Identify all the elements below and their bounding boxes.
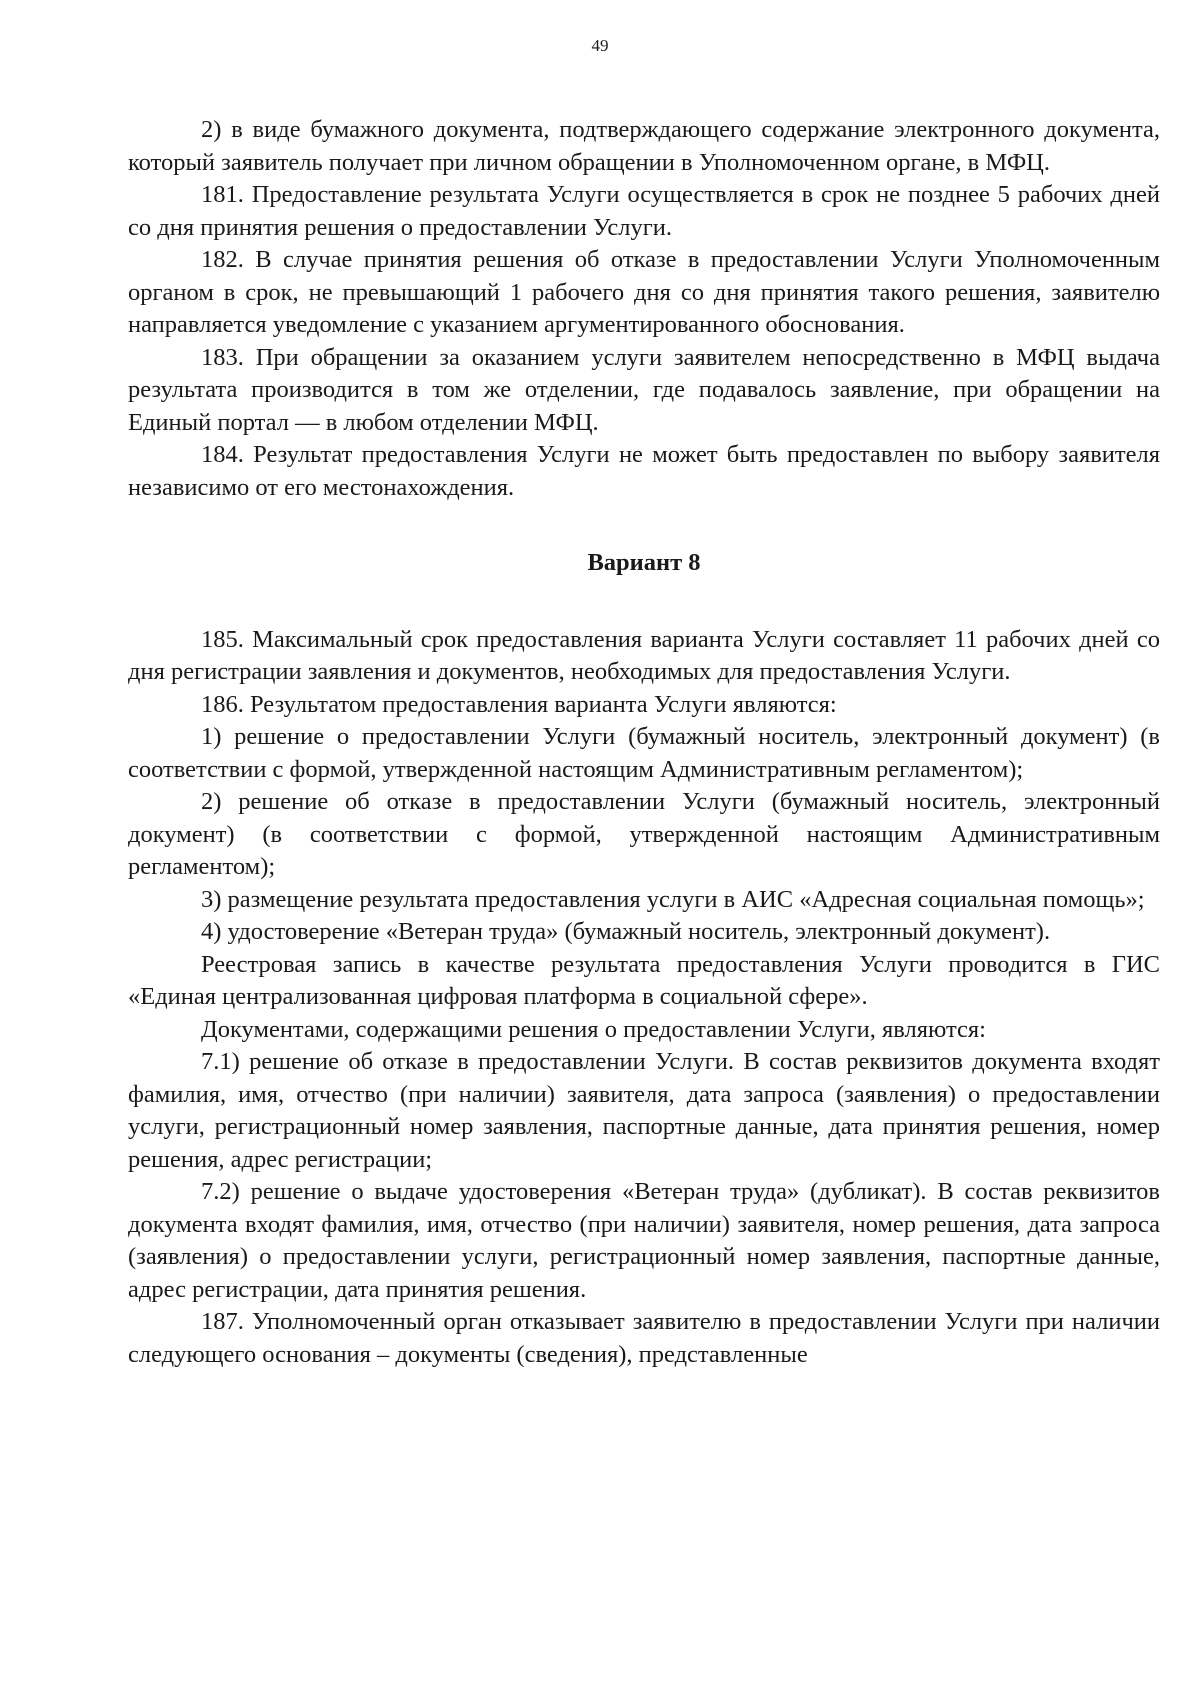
paragraph-documents-intro: Документами, содержащими решения о предоставлении Услуги, являются:	[201, 1015, 986, 1043]
paragraph-187: 187. Уполномоченный орган отказывает заявителю в предоставлении Услуги при наличии следующего основания – документы (сведения), представленные	[128, 1308, 1160, 1368]
paragraph-186: 186. Результатом предоставления варианта Услуги являются:	[201, 690, 837, 718]
paragraph-181: 181. Предоставление результата Услуги осуществляется в срок не позднее 5 рабочих дней со дня принятия решения о предоставлении Услуги.	[128, 181, 1160, 241]
paragraph-183: 183. При обращении за оказанием услуги заявителем непосредственно в МФЦ выдача результата производится в том же отделении, где подавалось заявление, при обращении на Единый портал — в любом отделении МФЦ.	[128, 343, 1160, 436]
paragraph-7-2: 7.2) решение о выдаче удостоверения «Ветеран труда» (дубликат). В состав реквизитов документа входят фамилия, имя, отчество (при наличии) заявителя, номер решения, дата запроса (заявления) о предоставлении услуги, регистрационный номер заявления, паспортные данные, адрес регистрации, дата принятия решения.	[128, 1178, 1160, 1303]
paragraph-185: 185. Максимальный срок предоставления варианта Услуги составляет 11 рабочих дней со дня регистрации заявления и документов, необходимых для предоставления Услуги.	[128, 625, 1160, 685]
paragraph-item-2: 2) в виде бумажного документа, подтверждающего содержание электронного документа, который заявитель получает при личном обращении в Уполномоченном органе, в МФЦ.	[128, 116, 1160, 176]
paragraph-7-1: 7.1) решение об отказе в предоставлении Услуги. В состав реквизитов документа входят фамилия, имя, отчество (при наличии) заявителя, дата запроса (заявления) о предоставлении услуги, регистрационный номер заявления, паспортные данные, дата принятия решения, номер решения, адрес регистрации;	[128, 1048, 1160, 1173]
paragraph-182: 182. В случае принятия решения об отказе в предоставлении Услуги Уполномоченным органом в срок, не превышающий 1 рабочего дня со дня принятия такого решения, заявителю направляется уведомление с указанием аргументированного обоснования.	[128, 246, 1160, 338]
paragraph-186-item-1: 1) решение о предоставлении Услуги (бумажный носитель, электронный документ) (в соответствии с формой, утвержденной настоящим Административным регламентом);	[128, 723, 1160, 783]
page-number: 49	[591, 36, 609, 55]
document-body	[128, 114, 1160, 1371]
paragraph-186-item-4: 4) удостоверение «Ветеран труда» (бумажный носитель, электронный документ).	[201, 918, 1051, 945]
section-heading: Вариант 8	[587, 549, 701, 576]
paragraph-registry-record: Реестровая запись в качестве результата предоставления Услуги проводится в ГИС «Единая централизованная цифровая платформа в социальной сфере».	[128, 950, 1160, 1010]
paragraph-186-item-2: 2) решение об отказе в предоставлении Услуги (бумажный носитель, электронный документ) (в соответствии с формой, утвержденной настоящим Административным регламентом);	[128, 788, 1160, 880]
paragraph-186-item-3: 3) размещение результата предоставления услуги в АИС «Адресная социальная помощь»;	[201, 885, 1145, 913]
paragraph-184: 184. Результат предоставления Услуги не может быть предоставлен по выбору заявителя независимо от его местонахождения.	[128, 441, 1160, 501]
